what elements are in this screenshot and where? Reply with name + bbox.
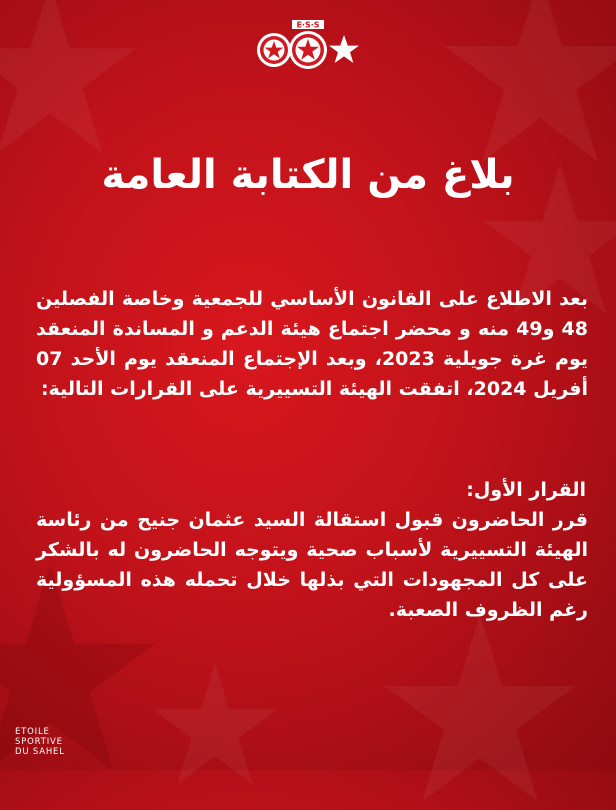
brand-wordmark	[15, 727, 65, 757]
brand-line: ETOILE	[15, 727, 50, 737]
intro-paragraph: بعد الاطلاع على القانون الأساسي للجمعية وخاصة الفصلين 48 و49 منه و محضر اجتماع هيئة الدعم و المساندة المنعقد يوم غرة جويلية 2023، وبعد الإجتماع المنعقد يوم الأحد 07 أفريل 2024، اتفقت الهيئة التسييرية على القرارات التالية:	[36, 288, 589, 400]
decision-paragraph: قرر الحاضرون قبول استقالة السيد عثمان جنيح من رئاسة الهيئة التسييرية لأسباب صحية ويتوجه الحاضرون له بالشكر على كل المجهودات التي بذلها خلال تحمله هذه المسؤولية رغم الظروف الصعبة.	[36, 509, 588, 621]
announcement-title: بلاغ من الكتابة العامة	[101, 152, 515, 198]
background-star-icon	[380, 610, 580, 810]
logo-text: E·S·S	[296, 20, 320, 30]
background-star-icon	[150, 660, 280, 790]
decision-heading: القرار الأول:	[466, 479, 586, 501]
brand-line: DU SAHEL	[15, 747, 65, 757]
background-star-icon	[0, 0, 140, 160]
brand-line: SPORTIVE	[15, 737, 63, 747]
club-logo	[254, 18, 364, 72]
